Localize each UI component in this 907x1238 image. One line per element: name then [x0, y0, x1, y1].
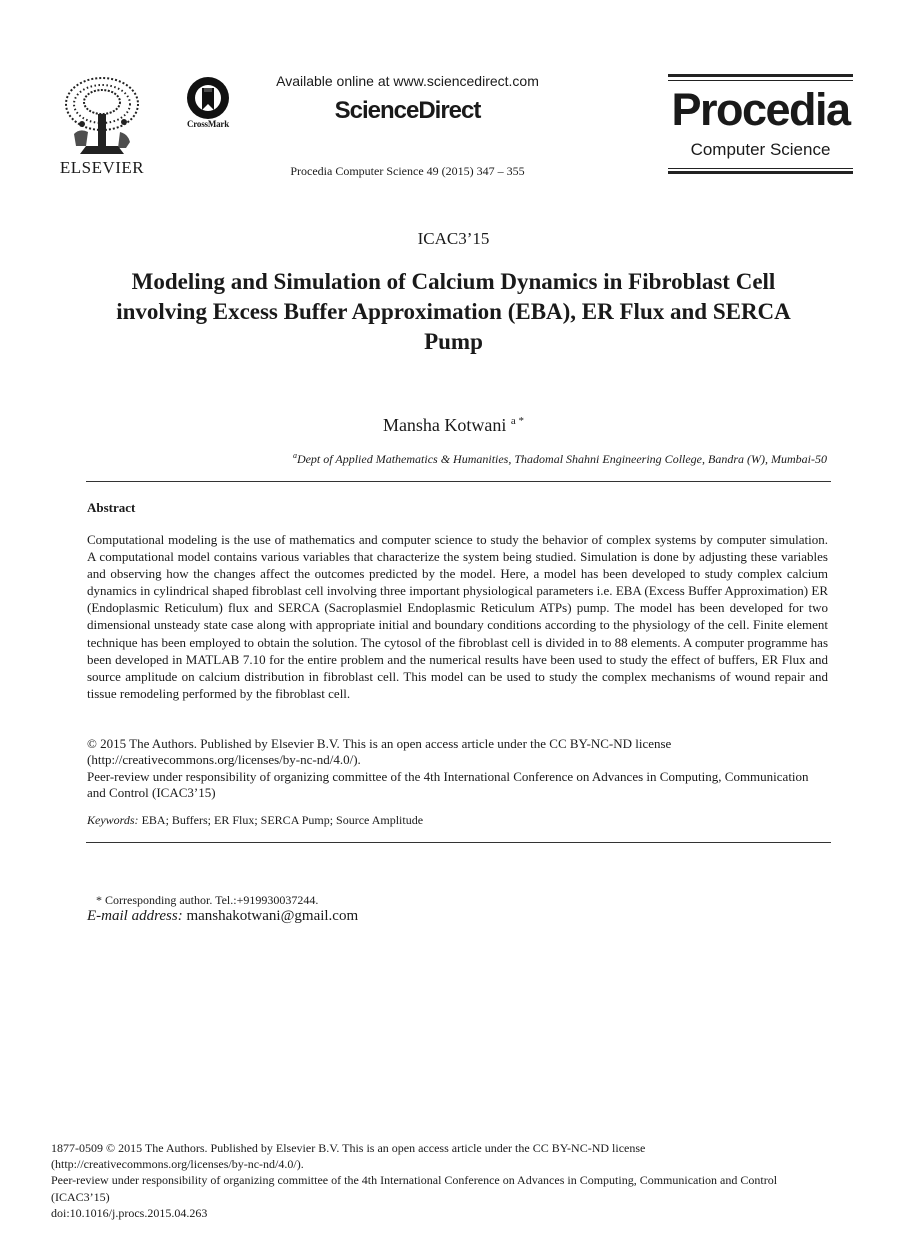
available-online: Available online at www.sciencedirect.com — [276, 73, 539, 89]
footer-issn-license: 1877-0509 © 2015 The Authors. Published by Elsevier B.V. This is an open access article under the CC BY-NC-ND license — [51, 1141, 646, 1155]
journal-reference: Procedia Computer Science 49 (2015) 347 – 355 — [290, 164, 525, 178]
footer-doi[interactable]: doi:10.1016/j.procs.2015.04.263 — [51, 1205, 208, 1220]
abstract-heading: Abstract — [87, 500, 136, 515]
elsevier-logo — [52, 74, 152, 178]
procedia-bottom-rule-thin — [668, 168, 853, 169]
crossmark-label: CrossMark — [186, 119, 230, 129]
divider-top — [86, 481, 831, 482]
crossmark-badge[interactable] — [180, 76, 236, 138]
email-line — [87, 908, 358, 925]
peer-review-statement: Peer-review under responsibility of organizing committee of the 4th International Conference on Advances in Computing, Communication and Control (ICAC3’15) — [87, 768, 809, 801]
email-label: E-mail address: — [87, 908, 183, 924]
procedia-bottom-rule — [668, 171, 853, 174]
abstract-body: Computational modeling is the use of mathematics and computer science to study the behavior of complex systems by computer simulation. A computational model contains various variables that characterize the system being studied. Simulation is done by adjusting these variables and observing how the changes affect the outcomes predicted by the model. Here, a model has been developed to study complex calcium dynamics in cylindrical shaped fibroblast cell involving three important physiological parameters i.e. EBA (Excess Buffer Approximation) ER (Endoplasmic Reticulum) flux and SERCA (Sacroplasmiel Endoplasmic Reticulum ATPs) pump. The model has been developed for two dimensional unsteady state case along with appropriate initial and boundary conditions according to the physiology of the cell. Finite element technique has been employed to obtain the solution. The cytosol of the fibroblast cell is divided in to 88 elements. A computer programme has been developed in MATLAB 7.10 for the entire problem and the numerical results have been used to study the effect of buffers, ER Flux and source amplitude on calcium distribution in fibroblast cell. This model can be used to study the complex mechanisms of wound repair and tissue remodeling performed by the fibroblast cell. — [87, 532, 828, 701]
page-footer — [51, 1140, 831, 1221]
procedia-subtitle: Computer Science — [690, 140, 831, 159]
sciencedirect-wordmark: ScienceDirect — [334, 97, 481, 124]
conference-name: ICAC3’15 — [417, 229, 490, 248]
procedia-logo — [668, 74, 853, 176]
corresponding-author: * Corresponding author. Tel.:+919930037244. — [96, 893, 319, 907]
procedia-wordmark: Procedia — [671, 84, 850, 135]
crossmark-icon — [186, 76, 230, 120]
email-address[interactable]: manshakotwani@gmail.com — [186, 908, 359, 924]
divider-bottom — [86, 842, 831, 843]
license-link[interactable]: (http://creativecommons.org/licenses/by-nc-nd/4.0/). — [87, 752, 361, 768]
author-line — [0, 415, 907, 436]
paper-title: Modeling and Simulation of Calcium Dynamics in Fibroblast Cell involving Excess Buffer Approximation (EBA), ER Flux and SERCA Pump — [116, 269, 791, 354]
license-block — [87, 736, 828, 802]
footer-peer-review: Peer-review under responsibility of organizing committee of the 4th International Conference on Advances in Computing, Communication and Control (ICAC3’15) — [51, 1173, 778, 1204]
keywords-list: EBA; Buffers; ER Flux; SERCA Pump; Source Amplitude — [141, 813, 424, 827]
author-name: Mansha Kotwani — [382, 415, 507, 435]
author-marks: a * — [510, 415, 525, 427]
affiliation — [80, 451, 827, 467]
keywords-label: Keywords: — [87, 813, 139, 827]
affiliation-mark: a — [292, 451, 297, 460]
elsevier-wordmark: ELSEVIER — [59, 158, 145, 177]
procedia-top-rule-thin — [668, 80, 853, 81]
elsevier-tree-icon — [60, 74, 144, 158]
procedia-top-rule — [668, 74, 853, 77]
footer-license-link[interactable]: (http://creativecommons.org/licenses/by-nc-nd/4.0/). — [51, 1157, 304, 1172]
license-statement: © 2015 The Authors. Published by Elsevier B.V. This is an open access article under the CC BY-NC-ND license — [87, 736, 672, 751]
affiliation-text: Dept of Applied Mathematics & Humanities, Thadomal Shahni Engineering College, Bandra (W), Mumbai-50 — [296, 452, 827, 466]
keywords — [87, 813, 828, 828]
